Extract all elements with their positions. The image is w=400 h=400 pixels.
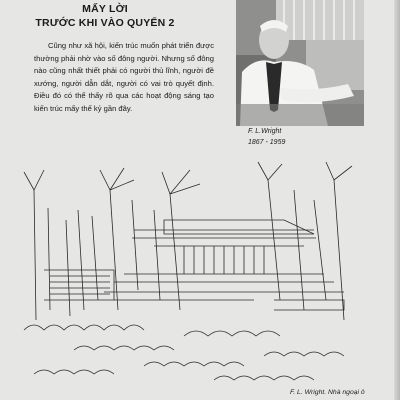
portrait-photo bbox=[236, 0, 364, 126]
sketch-caption: F. L. Wright. Nhà ngoại ô bbox=[290, 389, 365, 396]
portrait-illustration bbox=[236, 0, 364, 126]
page-edge-shadow bbox=[394, 0, 400, 400]
photo-caption-name: F. L.Wright bbox=[248, 128, 282, 135]
title-line-2: TRƯỚC KHI VÀO QUYỂN 2 bbox=[35, 17, 175, 29]
page-title bbox=[0, 2, 210, 30]
house-sketch bbox=[14, 160, 360, 388]
title-line-1: MẤY LỜI bbox=[82, 3, 128, 15]
intro-text: Cũng như xã hội, kiến trúc muốn phát triển được thường phải nhờ vào số đông người. Nhưng số đông nào cũng nhất thiết phải có người thủ lĩnh, người đề xướng, người dẫn dắt, người có vai trò quyết định. Điều đó có thể thấy rõ qua các hoạt động sáng tạo kiến trúc mấy thế kỷ gần đây. bbox=[34, 41, 214, 113]
photo-caption-years: 1867 - 1959 bbox=[248, 139, 286, 146]
house-sketch-drawing bbox=[14, 160, 360, 388]
intro-paragraph bbox=[34, 40, 214, 116]
